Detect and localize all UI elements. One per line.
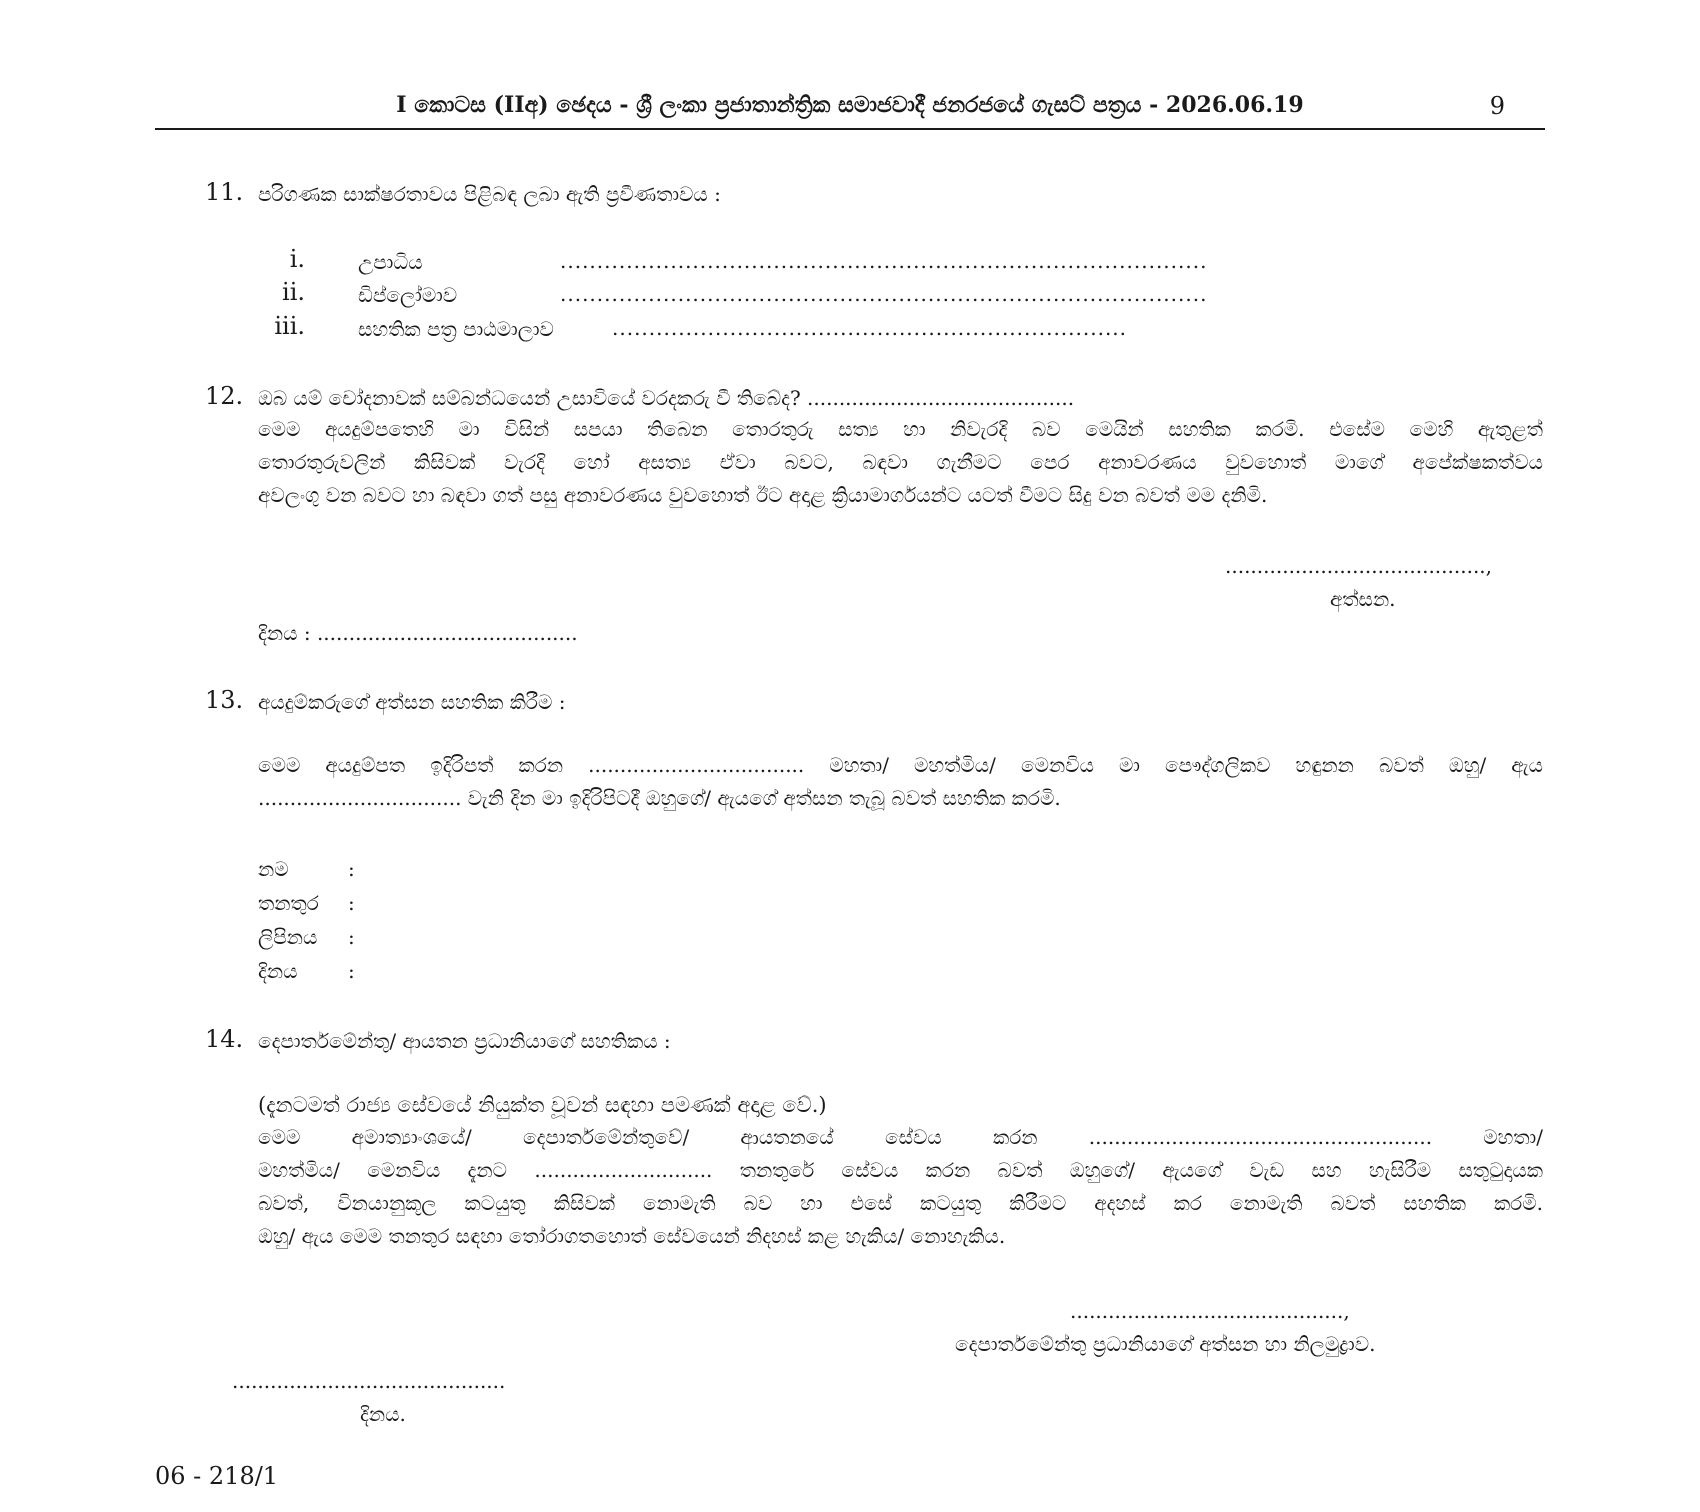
field-colon: :: [348, 891, 355, 915]
paragraph-line: මෙම අමාත්‍යාංශයේ/ දෙපාර්තමේන්තුවේ/ ආයතනයේ සේවය කරන ...................................................... මහතා/: [258, 1125, 1543, 1149]
document-code: 06 - 218/1: [155, 1462, 279, 1490]
field-colon: :: [348, 857, 355, 881]
paragraph-line: අවලංගු වන බවට හා බඳවා ගත් පසු අනාවරණය වුවහොත් ඊට අදාළ ක්‍රියාමාර්ගයන්ට යටත් වීමට සිදු වන බවත් මම දනිමි.: [258, 483, 1268, 507]
qualification-label-diploma: ඩිප්ලෝමාව: [358, 283, 458, 307]
gazette-header-title: I කොටස (IIඅ) ඡෙදය - ශ්‍රී ලංකා ප්‍රජාතාන්ත්‍රික සමාජවාදී ජනරජයේ ගැසට් පත්‍රය - 2026.06.19: [396, 92, 1304, 118]
field-label-date: දිනය: [258, 959, 298, 983]
section-14-note: (දැනටමත් රාජ්‍ය සේවයේ නියුක්ත වූවන් සඳහා පමණක් අදාළ වේ.): [258, 1093, 827, 1117]
paragraph-line: ................................ වැනි දින මා ඉදිරිපිටදී ඔහුගේ/ ඇයගේ අත්සන තැබූ බවත් සහතික කරමි.: [258, 786, 1061, 810]
qualification-diploma-blank: ........................................................................................: [560, 282, 1208, 306]
page-number: 9: [1489, 92, 1505, 120]
section-12-declaration: [258, 418, 1543, 517]
qualification-degree-blank: ........................................................................................: [560, 249, 1208, 273]
section-14-title: දෙපාර්තමේන්තු/ ආයතන ප්‍රධානියාගේ සහතිකය :: [258, 1029, 671, 1053]
field-label-designation: තනතුර: [258, 891, 319, 915]
qualification-certificate-blank: ......................................................................: [612, 316, 1128, 340]
qualification-label-degree: උපාධිය: [358, 250, 423, 274]
page-header: [155, 84, 1545, 130]
head-signature-label: දෙපාර්තමේන්තු ප්‍රධානියාගේ අත්සන හා නිලමුද්‍රාව.: [955, 1332, 1376, 1356]
declaration-date-line: දිනය : .........................................: [258, 621, 578, 645]
field-label-name: නම: [258, 857, 289, 881]
section-12-question: ඔබ යම් චෝදනාවක් සම්බන්ධයෙන් උසාවියේ වරදකරු වී තිබේද? ..........................................: [258, 386, 1075, 410]
section-12-number: 12.: [205, 382, 244, 410]
field-label-address: ලිපිනය: [258, 925, 318, 949]
item-roman: i.: [289, 245, 305, 273]
section-13-certification: [258, 754, 1543, 820]
paragraph-line: බවත්, විනයානුකූල කටයුතු කිසිවක් නොමැති බව හා එසේ කටයුතු කිරීමට අදහස් කර නොමැති බවත් සහතික කරමි.: [258, 1191, 1543, 1215]
section-14-number: 14.: [205, 1025, 244, 1053]
section-14-certification: [258, 1126, 1543, 1258]
head-date-blank: ...........................................: [232, 1369, 506, 1393]
paragraph-line: ඔහු/ ඇය මෙම තනතුර සඳහා තෝරාගතහොත් සේවයෙන් නිදහස් කළ හැකිය/ නොහැකිය.: [258, 1224, 1006, 1248]
section-11-title: පරිගණක සාක්ෂරතාවය පිළිබඳ ලබා ඇති ප්‍රවීණතාවය :: [258, 182, 721, 206]
paragraph-line: මහත්මිය/ මෙනවිය දැනට ............................ තනතුරේ සේවය කරන බවත් ඔහුගේ/ ඇයගේ වැඩ සහ හැසිරීම සතුටුදායක: [258, 1158, 1543, 1182]
qualification-label-certificate: සහතික පත්‍ර පාඨමාලාව: [358, 317, 554, 341]
applicant-signature-blank: .........................................,: [1225, 554, 1493, 578]
paragraph-line: තොරතුරුවලින් කිසිවක් වැරදි හෝ අසත්‍ය ඒවා බවට, බඳවා ගැනීමට පෙර අනාවරණය වුවහොත් මාගේ අපේක්ෂකත්වය: [258, 450, 1543, 474]
head-signature-blank: ...........................................,: [1070, 1299, 1350, 1323]
section-11-number: 11.: [205, 178, 244, 206]
field-colon: :: [348, 959, 355, 983]
section-13-title: අයදුම්කරුගේ අත්සන සහතික කිරීම :: [258, 690, 566, 714]
head-date-label: දිනය.: [360, 1402, 406, 1426]
applicant-signature-label: අත්සන.: [1330, 587, 1396, 611]
item-roman: ii.: [282, 278, 305, 306]
item-roman: iii.: [274, 312, 305, 340]
section-13-number: 13.: [205, 686, 244, 714]
field-colon: :: [348, 925, 355, 949]
paragraph-line: මෙම අයදුම්පත ඉදිරිපත් කරන .................................. මහතා/ මහත්මිය/ මෙනවිය මා පෞද්ගලිකව හඳුනන බවත් ඔහු/ ඇය: [258, 753, 1543, 777]
paragraph-line: මෙම අයදුම්පතෙහි මා විසින් සපයා තිබෙන තොරතුරු සත්‍ය හා නිවැරදි බව මෙයින් සහතික කරමි. එසේම මෙහි ඇතුළත්: [258, 417, 1543, 441]
